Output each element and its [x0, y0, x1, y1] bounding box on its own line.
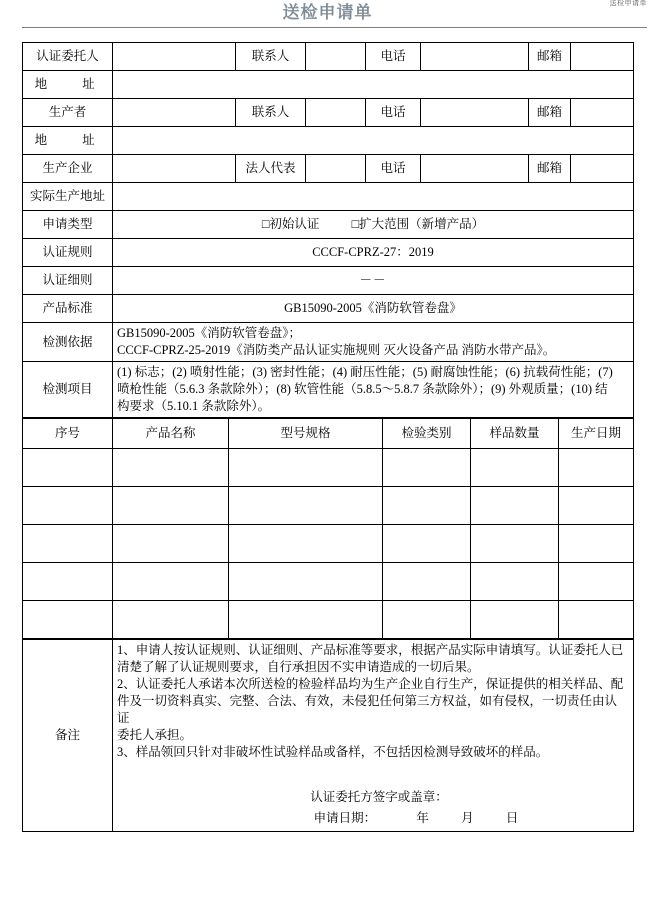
checkbox-expand-scope[interactable]: □扩大范围（新增产品）	[351, 217, 485, 231]
field-client-contact[interactable]	[306, 43, 366, 71]
label-test-basis: 检测依据	[23, 323, 113, 362]
test-items-line-2: 喷枪性能（5.6.3 条款除外）；(8) 软管性能（5.8.5～5.8.7 条款除外）；(9) 外观质量；(10) 结	[117, 382, 608, 396]
cell-production-date[interactable]	[559, 601, 634, 639]
label-producer-email: 邮箱	[529, 99, 571, 127]
label-actual-address: 实际生产地址	[23, 183, 113, 211]
field-client-email[interactable]	[571, 43, 634, 71]
field-apply-type	[113, 211, 634, 239]
table-row-manufacturer	[23, 155, 634, 183]
label-producer-address: 地 址	[23, 127, 113, 155]
label-client-address: 地 址	[23, 71, 113, 99]
test-items-line-1: (1) 标志；(2) 喷射性能；(3) 密封性能；(4) 耐压性能；(5) 耐腐蚀性能；(6) 抗载荷性能；(7)	[117, 365, 613, 379]
label-client-contact: 联系人	[236, 43, 306, 71]
cell-sample-quantity[interactable]	[471, 449, 559, 487]
date-year-label[interactable]: 年	[416, 811, 429, 825]
table-row-remark	[23, 640, 634, 832]
cell-sample-quantity[interactable]	[471, 563, 559, 601]
product-table-header-row	[23, 419, 634, 449]
cell-model-spec[interactable]	[229, 525, 383, 563]
product-list-table	[22, 418, 634, 639]
label-manufacturer-phone: 电话	[366, 155, 421, 183]
cell-index[interactable]	[23, 563, 113, 601]
label-client: 认证委托人	[23, 43, 113, 71]
cell-test-category[interactable]	[383, 487, 471, 525]
value-cert-rule: CCCF-CPRZ-27：2019	[113, 239, 634, 267]
table-row-producer-address	[23, 127, 634, 155]
test-items-line-3: 构要求（5.10.1 条款除外）。	[117, 399, 271, 413]
table-row-cert-detail	[23, 267, 634, 295]
field-producer-name[interactable]	[113, 99, 236, 127]
cell-index[interactable]	[23, 525, 113, 563]
label-producer: 生产者	[23, 99, 113, 127]
label-client-phone: 电话	[366, 43, 421, 71]
cell-test-category[interactable]	[383, 525, 471, 563]
value-cert-detail: －－	[113, 267, 634, 295]
application-date-line	[117, 808, 629, 829]
label-legal-representative: 法人代表	[236, 155, 306, 183]
cell-production-date[interactable]	[559, 487, 634, 525]
value-test-items	[113, 362, 634, 418]
signature-block	[117, 787, 629, 829]
cell-product-name[interactable]	[113, 563, 229, 601]
cell-index[interactable]	[23, 601, 113, 639]
field-actual-address[interactable]	[113, 183, 634, 211]
label-apply-type: 申请类型	[23, 211, 113, 239]
cell-product-name[interactable]	[113, 601, 229, 639]
table-row-test-items	[23, 362, 634, 418]
column-header-production-date: 生产日期	[559, 419, 634, 449]
label-cert-rule: 认证规则	[23, 239, 113, 267]
table-row-test-basis	[23, 323, 634, 362]
table-row-client-address	[23, 71, 634, 99]
test-basis-line-1: GB15090-2005《消防软管卷盘》；	[117, 326, 302, 340]
cell-production-date[interactable]	[559, 449, 634, 487]
page-title: 送检申请单	[282, 3, 373, 22]
cell-model-spec[interactable]	[229, 563, 383, 601]
cell-test-category[interactable]	[383, 563, 471, 601]
table-row	[23, 601, 634, 639]
cell-test-category[interactable]	[383, 601, 471, 639]
table-row-client	[23, 43, 634, 71]
remark-line-5: 委托人承担。	[117, 728, 193, 742]
cell-production-date[interactable]	[559, 563, 634, 601]
cell-model-spec[interactable]	[229, 487, 383, 525]
cell-test-category[interactable]	[383, 449, 471, 487]
test-basis-line-2: CCCF-CPRZ-25-2019《消防类产品认证实施规则 灭火设备产品 消防水带产品》。	[117, 343, 556, 357]
cell-sample-quantity[interactable]	[471, 487, 559, 525]
label-cert-detail: 认证细则	[23, 267, 113, 295]
date-day-label[interactable]: 日	[505, 811, 519, 825]
field-client-phone[interactable]	[421, 43, 529, 71]
value-product-standard: GB15090-2005《消防软管卷盘》	[113, 295, 634, 323]
cell-product-name[interactable]	[113, 525, 229, 563]
checkbox-initial-certification[interactable]: □初始认证	[261, 217, 320, 231]
field-manufacturer-phone[interactable]	[421, 155, 529, 183]
label-product-standard: 产品标准	[23, 295, 113, 323]
remark-line-2: 清楚了解了认证规则要求，自行承担因不实申请造成的一切后果。	[117, 660, 480, 674]
remark-table	[22, 639, 634, 832]
table-row-product-standard	[23, 295, 634, 323]
label-test-items: 检测项目	[23, 362, 113, 418]
label-client-email: 邮箱	[529, 43, 571, 71]
field-client-name[interactable]	[113, 43, 236, 71]
table-row	[23, 525, 634, 563]
field-legal-representative[interactable]	[306, 155, 366, 183]
column-header-index: 序号	[23, 419, 113, 449]
remark-content	[113, 640, 634, 832]
remark-line-1: 1、申请人按认证规则、认证细则、产品标准等要求，根据产品实际申请填写。认证委托人已	[117, 643, 624, 657]
field-producer-email[interactable]	[571, 99, 634, 127]
label-manufacturer-email: 邮箱	[529, 155, 571, 183]
document-header	[0, 0, 655, 32]
corner-watermark-text: 送检申请单	[609, 0, 647, 7]
application-date-label: 申请日期：	[313, 811, 377, 825]
cell-model-spec[interactable]	[229, 449, 383, 487]
column-header-product-name: 产品名称	[113, 419, 229, 449]
cell-sample-quantity[interactable]	[471, 601, 559, 639]
table-row-apply-type	[23, 211, 634, 239]
column-header-sample-quantity: 样品数量	[471, 419, 559, 449]
remark-line-3: 2、认证委托人承诺本次所送检的检验样品均为生产企业自行生产，保证提供的相关样品、配	[117, 677, 624, 691]
field-client-address[interactable]	[113, 71, 634, 99]
field-producer-address[interactable]	[113, 127, 634, 155]
remark-line-4: 件及一切资料真实、完整、合法、有效，未侵犯任何第三方权益，如有侵权，一切责任由认证	[117, 694, 618, 725]
form-container	[22, 42, 633, 832]
label-producer-contact: 联系人	[236, 99, 306, 127]
signature-label[interactable]: 认证委托方签字或盖章：	[310, 790, 448, 804]
table-row-producer	[23, 99, 634, 127]
date-month-label[interactable]: 月	[461, 811, 474, 825]
cell-sample-quantity[interactable]	[471, 525, 559, 563]
field-manufacturer-name[interactable]	[113, 155, 236, 183]
remark-line-6: 3、样品领回只针对非破坏性试验样品或备样，不包括因检测导致破坏的样品。	[117, 745, 549, 759]
value-test-basis	[113, 323, 634, 362]
cell-model-spec[interactable]	[229, 601, 383, 639]
field-producer-phone[interactable]	[421, 99, 529, 127]
table-row	[23, 487, 634, 525]
column-header-test-category: 检验类别	[383, 419, 471, 449]
cell-index[interactable]	[23, 449, 113, 487]
label-remark: 备注	[23, 640, 113, 832]
column-header-model-spec: 型号规格	[229, 419, 383, 449]
field-manufacturer-email[interactable]	[571, 155, 634, 183]
table-row-actual-address	[23, 183, 634, 211]
field-producer-contact[interactable]	[306, 99, 366, 127]
label-producer-phone: 电话	[366, 99, 421, 127]
application-form-table	[22, 42, 634, 418]
cell-product-name[interactable]	[113, 449, 229, 487]
title-divider	[22, 27, 647, 28]
cell-index[interactable]	[23, 487, 113, 525]
table-row	[23, 563, 634, 601]
label-manufacturer: 生产企业	[23, 155, 113, 183]
table-row	[23, 449, 634, 487]
cell-production-date[interactable]	[559, 525, 634, 563]
cell-product-name[interactable]	[113, 487, 229, 525]
table-row-cert-rule	[23, 239, 634, 267]
